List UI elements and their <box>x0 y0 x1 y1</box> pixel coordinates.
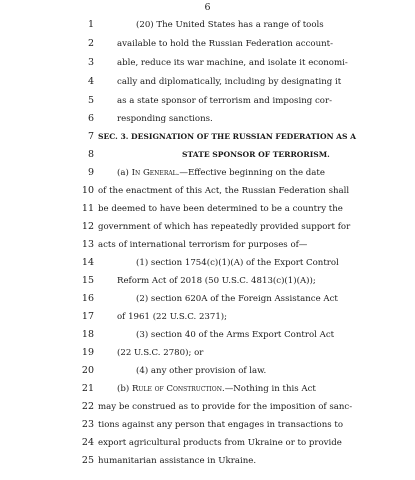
line-number: 17 <box>81 311 94 322</box>
line-text: responding sanctions. <box>117 114 213 124</box>
line-text: be deemed to have been determined to be a country the <box>98 204 343 214</box>
line-number: 21 <box>81 383 94 394</box>
section-heading: SEC. 3. DESIGNATION OF THE RUSSIAN FEDERATION AS A <box>98 132 357 141</box>
line-23 <box>0 416 415 434</box>
line-text: acts of international terrorism for purposes of— <box>98 240 308 250</box>
line-11 <box>0 200 415 218</box>
line-text: (20) The United States has a range of tools <box>136 20 324 30</box>
line-number: 4 <box>87 76 94 87</box>
line-number: 25 <box>81 455 94 466</box>
page-number: 6 <box>204 2 211 13</box>
line-text: as a state sponsor of terrorism and imposing cor- <box>117 96 332 106</box>
line-text: (4) any other provision of law. <box>136 366 267 376</box>
line-number: 1 <box>87 19 94 30</box>
line-text: of the enactment of this Act, the Russian Federation shall <box>98 186 350 196</box>
line-15 <box>0 272 415 290</box>
line-number: 5 <box>87 95 94 106</box>
line-number: 20 <box>81 365 94 376</box>
line-text: of 1961 (22 U.S.C. 2371); <box>117 312 228 322</box>
line-number: 9 <box>87 167 94 178</box>
line-text: tions against any person that engages in transactions to <box>98 420 344 430</box>
line-5 <box>0 92 415 110</box>
line-10 <box>0 182 415 200</box>
line-text: cally and diplomatically, including by designating it <box>117 77 342 87</box>
line-24 <box>0 434 415 452</box>
line-number: 24 <box>81 437 94 448</box>
line-19 <box>0 344 415 362</box>
line-text: able, reduce its war machine, and isolate it economi- <box>117 58 348 68</box>
line-number: 3 <box>87 57 94 68</box>
line-number: 19 <box>81 347 94 358</box>
line-22 <box>0 398 415 416</box>
subsection-marker: (a) <box>117 168 132 178</box>
line-number: 23 <box>81 419 94 430</box>
line-6 <box>0 110 415 128</box>
line-text: humanitarian assistance in Ukraine. <box>98 456 257 466</box>
line-text: available to hold the Russian Federation account- <box>117 39 333 49</box>
line-number: 10 <box>81 185 94 196</box>
line-3 <box>0 54 415 72</box>
line-text: export agricultural products from Ukraine or to provide <box>98 438 342 448</box>
line-7 <box>0 128 415 146</box>
section-heading-cont: STATE SPONSOR OF TERRORISM. <box>182 150 330 159</box>
line-21 <box>0 380 415 398</box>
line-number: 15 <box>81 275 94 286</box>
line-20 <box>0 362 415 380</box>
line-9 <box>0 164 415 182</box>
line-number: 8 <box>87 149 94 160</box>
line-4 <box>0 73 415 91</box>
line-8 <box>0 146 415 164</box>
line-text-rest: —Nothing in this Act <box>224 384 316 394</box>
line-16 <box>0 290 415 308</box>
line-number: 14 <box>81 257 94 268</box>
line-number: 13 <box>81 239 94 250</box>
line-13 <box>0 236 415 254</box>
line-12 <box>0 218 415 236</box>
line-25 <box>0 452 415 470</box>
line-number: 11 <box>81 203 94 214</box>
line-text: (1) section 1754(c)(1)(A) of the Export Control <box>136 258 339 268</box>
line-number: 22 <box>81 401 94 412</box>
line-1 <box>0 16 415 34</box>
subsection-heading: In General. <box>131 168 180 178</box>
subsection-heading: Rule of Construction. <box>131 384 225 394</box>
line-text-rest: —Effective beginning on the date <box>179 168 325 178</box>
line-text <box>117 164 325 182</box>
line-number: 2 <box>87 38 94 49</box>
line-text: (3) section 40 of the Arms Export Control Act <box>136 330 335 340</box>
subsection-marker: (b) <box>117 384 132 394</box>
line-number: 12 <box>81 221 94 232</box>
line-17 <box>0 308 415 326</box>
line-text: Reform Act of 2018 (50 U.S.C. 4813(c)(1)(A)); <box>117 276 316 286</box>
line-text: (2) section 620A of the Foreign Assistance Act <box>136 294 338 304</box>
line-number: 7 <box>87 131 94 142</box>
line-text: government of which has repeatedly provided support for <box>98 222 351 232</box>
line-2 <box>0 35 415 53</box>
line-text: (22 U.S.C. 2780); or <box>117 348 204 358</box>
line-number: 18 <box>81 329 94 340</box>
line-text: may be construed as to provide for the imposition of sanc- <box>98 402 353 412</box>
line-14 <box>0 254 415 272</box>
line-18 <box>0 326 415 344</box>
line-text <box>117 380 316 398</box>
line-number: 6 <box>87 113 94 124</box>
line-number: 16 <box>81 293 94 304</box>
